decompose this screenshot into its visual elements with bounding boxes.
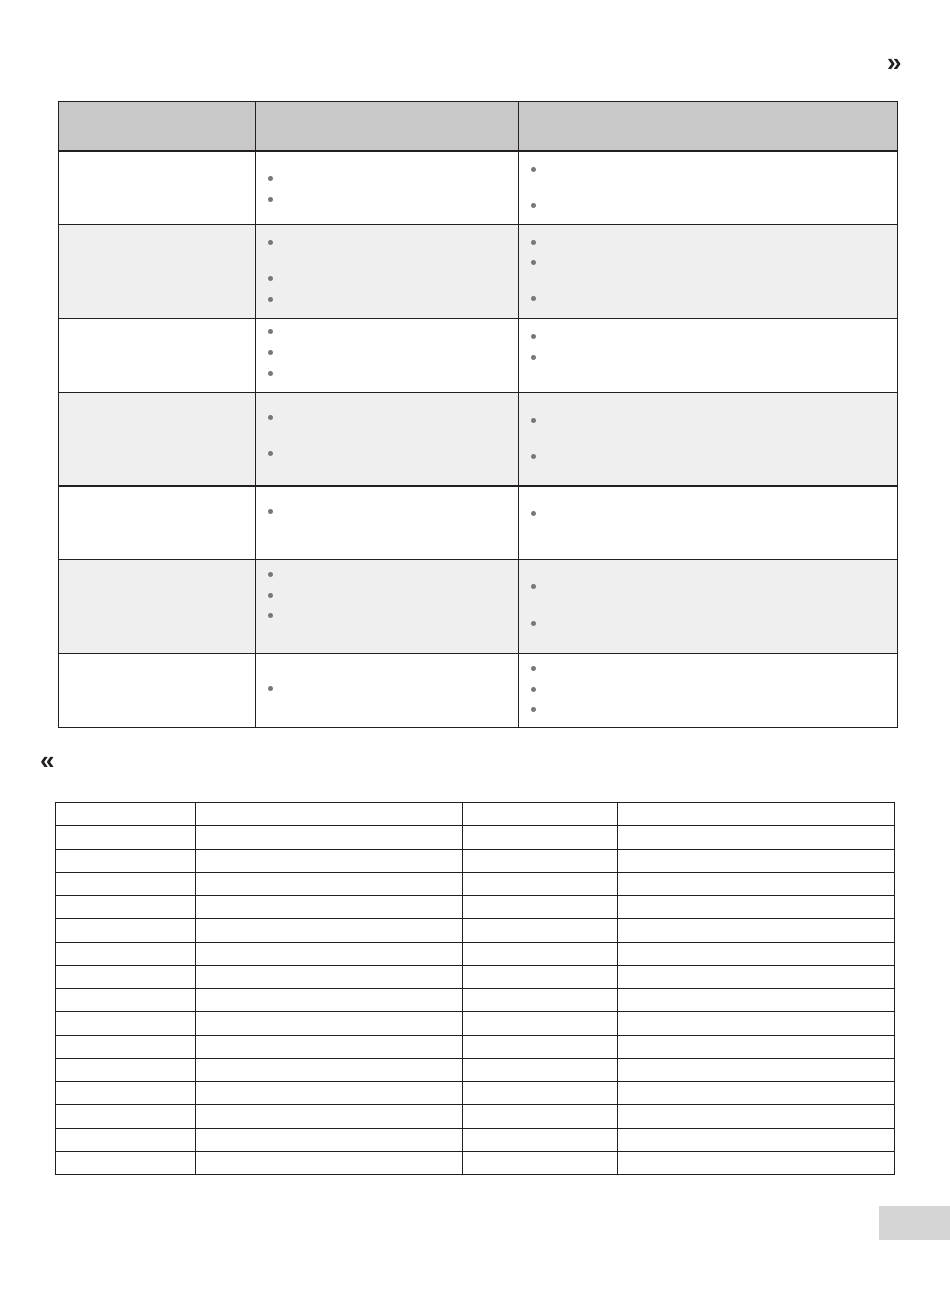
glossary-cell bbox=[56, 1151, 196, 1174]
bullet-icon bbox=[531, 621, 536, 626]
bullet-icon bbox=[268, 686, 273, 691]
table-row bbox=[59, 486, 898, 559]
glossary-row bbox=[56, 849, 895, 872]
problem-cell bbox=[59, 559, 256, 653]
cause-cell bbox=[256, 486, 519, 559]
glossary-cell bbox=[56, 803, 196, 826]
problem-cell bbox=[59, 653, 256, 727]
glossary-cell bbox=[618, 849, 895, 872]
bullet-icon bbox=[268, 371, 273, 376]
glossary-cell bbox=[463, 989, 618, 1012]
bullet-icon bbox=[531, 511, 536, 516]
glossary-cell bbox=[618, 1012, 895, 1035]
glossary-cell bbox=[196, 1012, 463, 1035]
cause-cell bbox=[256, 392, 519, 486]
bullet-icon bbox=[531, 167, 536, 172]
glossary-cell bbox=[196, 849, 463, 872]
table-row bbox=[59, 559, 898, 653]
bullet-icon bbox=[531, 203, 536, 208]
bullet-icon bbox=[268, 297, 273, 302]
glossary-row bbox=[56, 1128, 895, 1151]
glossary-cell bbox=[56, 1082, 196, 1105]
column-header-cause bbox=[256, 102, 519, 152]
bullet-icon bbox=[531, 707, 536, 712]
bullet-icon bbox=[268, 240, 273, 245]
glossary-cell bbox=[196, 989, 463, 1012]
solution-cell bbox=[519, 653, 898, 727]
table-header-row bbox=[59, 102, 898, 152]
glossary-cell bbox=[463, 965, 618, 988]
solution-cell bbox=[519, 151, 898, 224]
glossary-cell bbox=[56, 989, 196, 1012]
glossary-cell bbox=[196, 1128, 463, 1151]
solution-cell bbox=[519, 392, 898, 486]
glossary-row bbox=[56, 989, 895, 1012]
glossary-row bbox=[56, 965, 895, 988]
glossary-cell bbox=[196, 919, 463, 942]
cause-cell bbox=[256, 224, 519, 318]
glossary-cell bbox=[463, 1105, 618, 1128]
glossary-cell bbox=[196, 872, 463, 895]
bullet-icon bbox=[268, 451, 273, 456]
glossary-cell bbox=[56, 942, 196, 965]
bullet-icon bbox=[268, 509, 273, 514]
glossary-cell bbox=[463, 896, 618, 919]
glossary-cell bbox=[463, 1058, 618, 1081]
cause-cell bbox=[256, 151, 519, 224]
glossary-row bbox=[56, 1105, 895, 1128]
troubleshooting-table bbox=[58, 101, 898, 728]
glossary-cell bbox=[618, 965, 895, 988]
double-chevron-left-icon: « bbox=[40, 745, 53, 775]
glossary-cell bbox=[463, 1151, 618, 1174]
glossary-cell bbox=[463, 1012, 618, 1035]
glossary-cell bbox=[56, 872, 196, 895]
glossary-cell bbox=[463, 849, 618, 872]
bullet-icon bbox=[268, 415, 273, 420]
solution-cell bbox=[519, 486, 898, 559]
glossary-cell bbox=[463, 942, 618, 965]
glossary-cell bbox=[618, 989, 895, 1012]
glossary-row bbox=[56, 1082, 895, 1105]
glossary-cell bbox=[618, 1058, 895, 1081]
glossary-cell bbox=[196, 826, 463, 849]
glossary-cell bbox=[463, 1082, 618, 1105]
glossary-cell bbox=[196, 965, 463, 988]
bullet-icon bbox=[268, 572, 273, 577]
bullet-icon bbox=[531, 687, 536, 692]
glossary-cell bbox=[196, 942, 463, 965]
table-row bbox=[59, 151, 898, 224]
double-chevron-right-icon: » bbox=[887, 47, 900, 77]
glossary-row bbox=[56, 1012, 895, 1035]
bullet-icon bbox=[531, 666, 536, 671]
glossary-cell bbox=[56, 1012, 196, 1035]
glossary-row bbox=[56, 826, 895, 849]
glossary-row bbox=[56, 919, 895, 942]
bullet-icon bbox=[268, 329, 273, 334]
bullet-icon bbox=[531, 240, 536, 245]
glossary-cell bbox=[618, 942, 895, 965]
glossary-cell bbox=[463, 1128, 618, 1151]
column-header-solution bbox=[519, 102, 898, 152]
glossary-cell bbox=[196, 1082, 463, 1105]
glossary-cell bbox=[618, 1035, 895, 1058]
bullet-icon bbox=[531, 334, 536, 339]
glossary-row bbox=[56, 872, 895, 895]
glossary-cell bbox=[463, 919, 618, 942]
glossary-table bbox=[55, 802, 895, 1175]
glossary-cell bbox=[196, 896, 463, 919]
bullet-icon bbox=[531, 418, 536, 423]
bullet-icon bbox=[268, 276, 273, 281]
page-number-tab bbox=[879, 1206, 950, 1240]
glossary-cell bbox=[618, 826, 895, 849]
glossary-cell bbox=[618, 896, 895, 919]
glossary-row bbox=[56, 1151, 895, 1174]
glossary-cell bbox=[56, 919, 196, 942]
bullet-icon bbox=[531, 296, 536, 301]
bullet-icon bbox=[531, 454, 536, 459]
problem-cell bbox=[59, 224, 256, 318]
glossary-row bbox=[56, 942, 895, 965]
glossary-cell bbox=[56, 965, 196, 988]
solution-cell bbox=[519, 318, 898, 392]
glossary-cell bbox=[463, 1035, 618, 1058]
solution-cell bbox=[519, 559, 898, 653]
glossary-row bbox=[56, 803, 895, 826]
table-row bbox=[59, 224, 898, 318]
bullet-icon bbox=[268, 176, 273, 181]
glossary-cell bbox=[196, 1035, 463, 1058]
bullet-icon bbox=[268, 197, 273, 202]
glossary-cell bbox=[618, 919, 895, 942]
bullet-icon bbox=[531, 260, 536, 265]
glossary-cell bbox=[618, 1105, 895, 1128]
bullet-icon bbox=[531, 355, 536, 360]
glossary-cell bbox=[618, 1151, 895, 1174]
glossary-cell bbox=[196, 1151, 463, 1174]
glossary-cell bbox=[196, 1058, 463, 1081]
glossary-cell bbox=[56, 896, 196, 919]
glossary-cell bbox=[56, 849, 196, 872]
glossary-cell bbox=[56, 1058, 196, 1081]
glossary-cell bbox=[463, 803, 618, 826]
glossary-row bbox=[56, 1035, 895, 1058]
glossary-cell bbox=[618, 872, 895, 895]
problem-cell bbox=[59, 318, 256, 392]
glossary-cell bbox=[56, 1035, 196, 1058]
table-row bbox=[59, 318, 898, 392]
problem-cell bbox=[59, 151, 256, 224]
glossary-cell bbox=[56, 1105, 196, 1128]
table-row bbox=[59, 653, 898, 727]
glossary-cell bbox=[196, 803, 463, 826]
bullet-icon bbox=[268, 350, 273, 355]
cause-cell bbox=[256, 559, 519, 653]
glossary-cell bbox=[618, 803, 895, 826]
glossary-cell bbox=[56, 826, 196, 849]
glossary-cell bbox=[56, 1128, 196, 1151]
glossary-cell bbox=[618, 1128, 895, 1151]
solution-cell bbox=[519, 224, 898, 318]
glossary-row bbox=[56, 896, 895, 919]
cause-cell bbox=[256, 653, 519, 727]
problem-cell bbox=[59, 392, 256, 486]
problem-cell bbox=[59, 486, 256, 559]
table-row bbox=[59, 392, 898, 486]
glossary-cell bbox=[196, 1105, 463, 1128]
glossary-row bbox=[56, 1058, 895, 1081]
cause-cell bbox=[256, 318, 519, 392]
bullet-icon bbox=[268, 593, 273, 598]
glossary-cell bbox=[463, 872, 618, 895]
bullet-icon bbox=[531, 584, 536, 589]
glossary-cell bbox=[463, 826, 618, 849]
column-header-problem bbox=[59, 102, 256, 152]
bullet-icon bbox=[268, 613, 273, 618]
glossary-cell bbox=[618, 1082, 895, 1105]
